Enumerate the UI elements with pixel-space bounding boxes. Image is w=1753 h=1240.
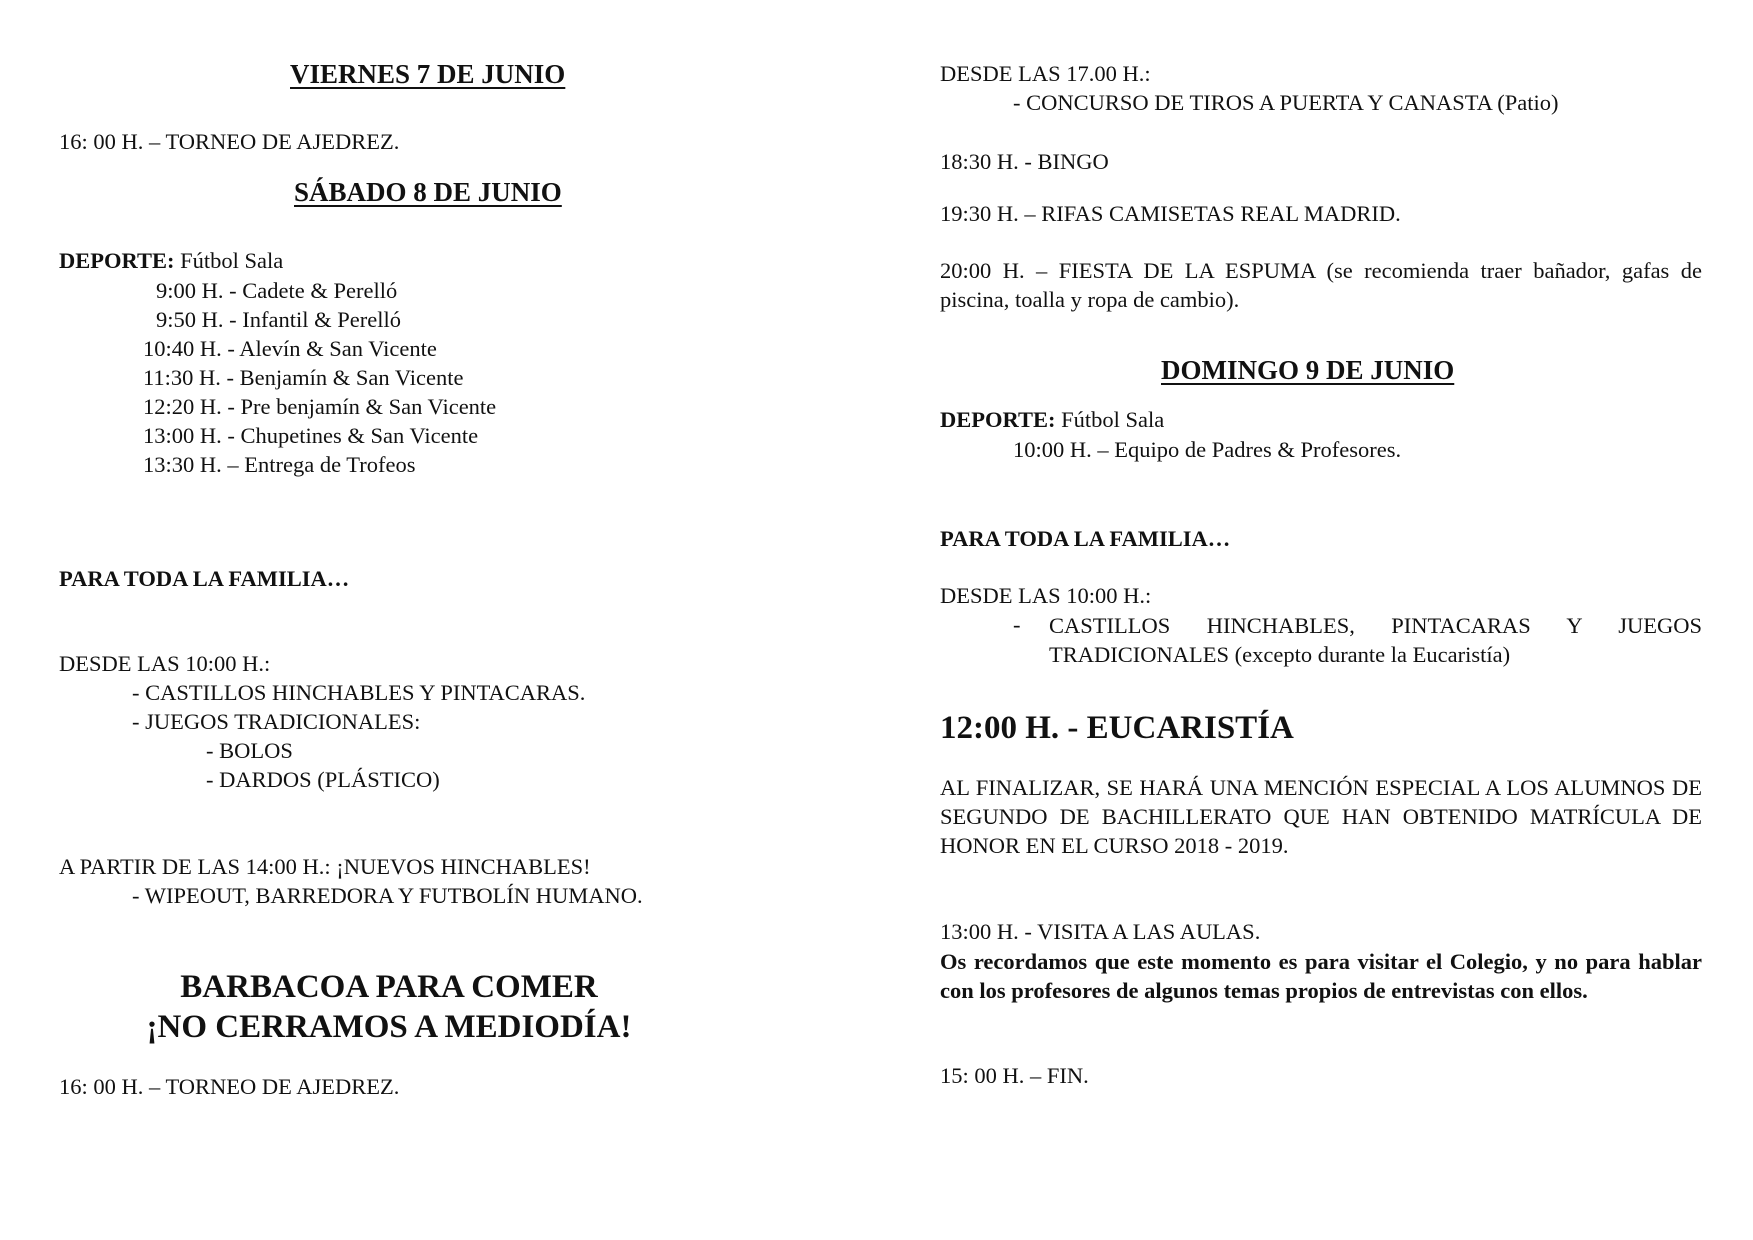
traditional-game-item: - BOLOS	[206, 738, 293, 763]
match-item: 11:30 H. - Benjamín & San Vicente	[143, 365, 464, 390]
sunday-match: 10:00 H. – Equipo de Padres & Profesores.	[1013, 437, 1402, 462]
from-10-label: DESDE LAS 10:00 H.:	[59, 651, 271, 676]
bbq-line-1: BARBACOA PARA COMER	[180, 969, 598, 1005]
classroom-visit-event: 13:00 H. - VISITA A LAS AULAS.	[940, 919, 1261, 944]
from-10-item: - JUEGOS TRADICIONALES:	[132, 709, 421, 734]
saturday-sport-line	[59, 247, 283, 274]
from-14-item: - WIPEOUT, BARREDORA Y FUTBOLÍN HUMANO.	[132, 883, 643, 908]
friday-heading: VIERNES 7 DE JUNIO	[290, 59, 566, 89]
from-17-item: - CONCURSO DE TIROS A PUERTA Y CANASTA (Patio)	[1013, 90, 1559, 115]
raffle-event: 19:30 H. – RIFAS CAMISETAS REAL MADRID.	[940, 201, 1401, 226]
mass-heading: 12:00 H. - EUCARISTÍA	[940, 710, 1294, 746]
match-item: 13:30 H. – Entrega de Trofeos	[143, 452, 416, 477]
from-10-item: - CASTILLOS HINCHABLES Y PINTACARAS.	[132, 680, 586, 705]
traditional-game-item: - DARDOS (PLÁSTICO)	[206, 767, 440, 792]
sport-name: Fútbol Sala	[180, 248, 284, 273]
sunday-heading: DOMINGO 9 DE JUNIO	[1161, 355, 1455, 385]
foam-party-event: 20:00 H. – FIESTA DE LA ESPUMA (se recomienda traer bañador, gafas de piscina, toalla y ropa de cambio).	[940, 258, 1702, 312]
match-item: 9:50 H. - Infantil & Perelló	[156, 307, 401, 332]
match-item: 13:00 H. - Chupetines & San Vicente	[143, 423, 479, 448]
sunday-from-10-label: DESDE LAS 10:00 H.:	[940, 583, 1152, 608]
bingo-event: 18:30 H. - BINGO	[940, 149, 1109, 174]
saturday-heading: SÁBADO 8 DE JUNIO	[294, 177, 562, 207]
match-list	[143, 276, 496, 479]
from-17-label: DESDE LAS 17.00 H.:	[940, 61, 1151, 86]
match-item: 9:00 H. - Cadete & Perelló	[156, 278, 398, 303]
sport-name: Fútbol Sala	[1061, 407, 1165, 432]
bbq-line-2: ¡NO CERRAMOS A MEDIODÍA!	[146, 1009, 632, 1045]
sport-label: DEPORTE:	[59, 248, 175, 273]
from-14-label: A PARTIR DE LAS 14:00 H.: ¡NUEVOS HINCHABLES!	[59, 854, 591, 879]
match-item: 12:20 H. - Pre benjamín & San Vicente	[143, 394, 497, 419]
visit-note: Os recordamos que este momento es para visitar el Colegio, y no para hablar con los profesores de algunos temas propios de entrevistas con ellos.	[940, 949, 1702, 1003]
friday-chess-event: 16: 00 H. – TORNEO DE AJEDREZ.	[59, 129, 400, 154]
sunday-sport-line	[940, 406, 1164, 433]
match-item: 10:40 H. - Alevín & San Vicente	[143, 336, 437, 361]
family-heading: PARA TODA LA FAMILIA…	[59, 566, 350, 591]
bullet-dash: -	[1013, 612, 1021, 637]
saturday-chess-event: 16: 00 H. – TORNEO DE AJEDREZ.	[59, 1074, 400, 1099]
sunday-family-heading: PARA TODA LA FAMILIA…	[940, 526, 1231, 551]
sport-label: DEPORTE:	[940, 407, 1056, 432]
mass-note: AL FINALIZAR, SE HARÁ UNA MENCIÓN ESPECIAL A LOS ALUMNOS DE SEGUNDO DE BACHILLERATO QUE HAN OBTENIDO MATRÍCULA DE HONOR EN EL CURSO 2018 - 2019.	[940, 775, 1702, 858]
sunday-from-10-item: CASTILLOS HINCHABLES, PINTACARAS Y JUEGOS TRADICIONALES (excepto durante la Eucaristía)	[1049, 613, 1702, 667]
end-event: 15: 00 H. – FIN.	[940, 1063, 1089, 1088]
